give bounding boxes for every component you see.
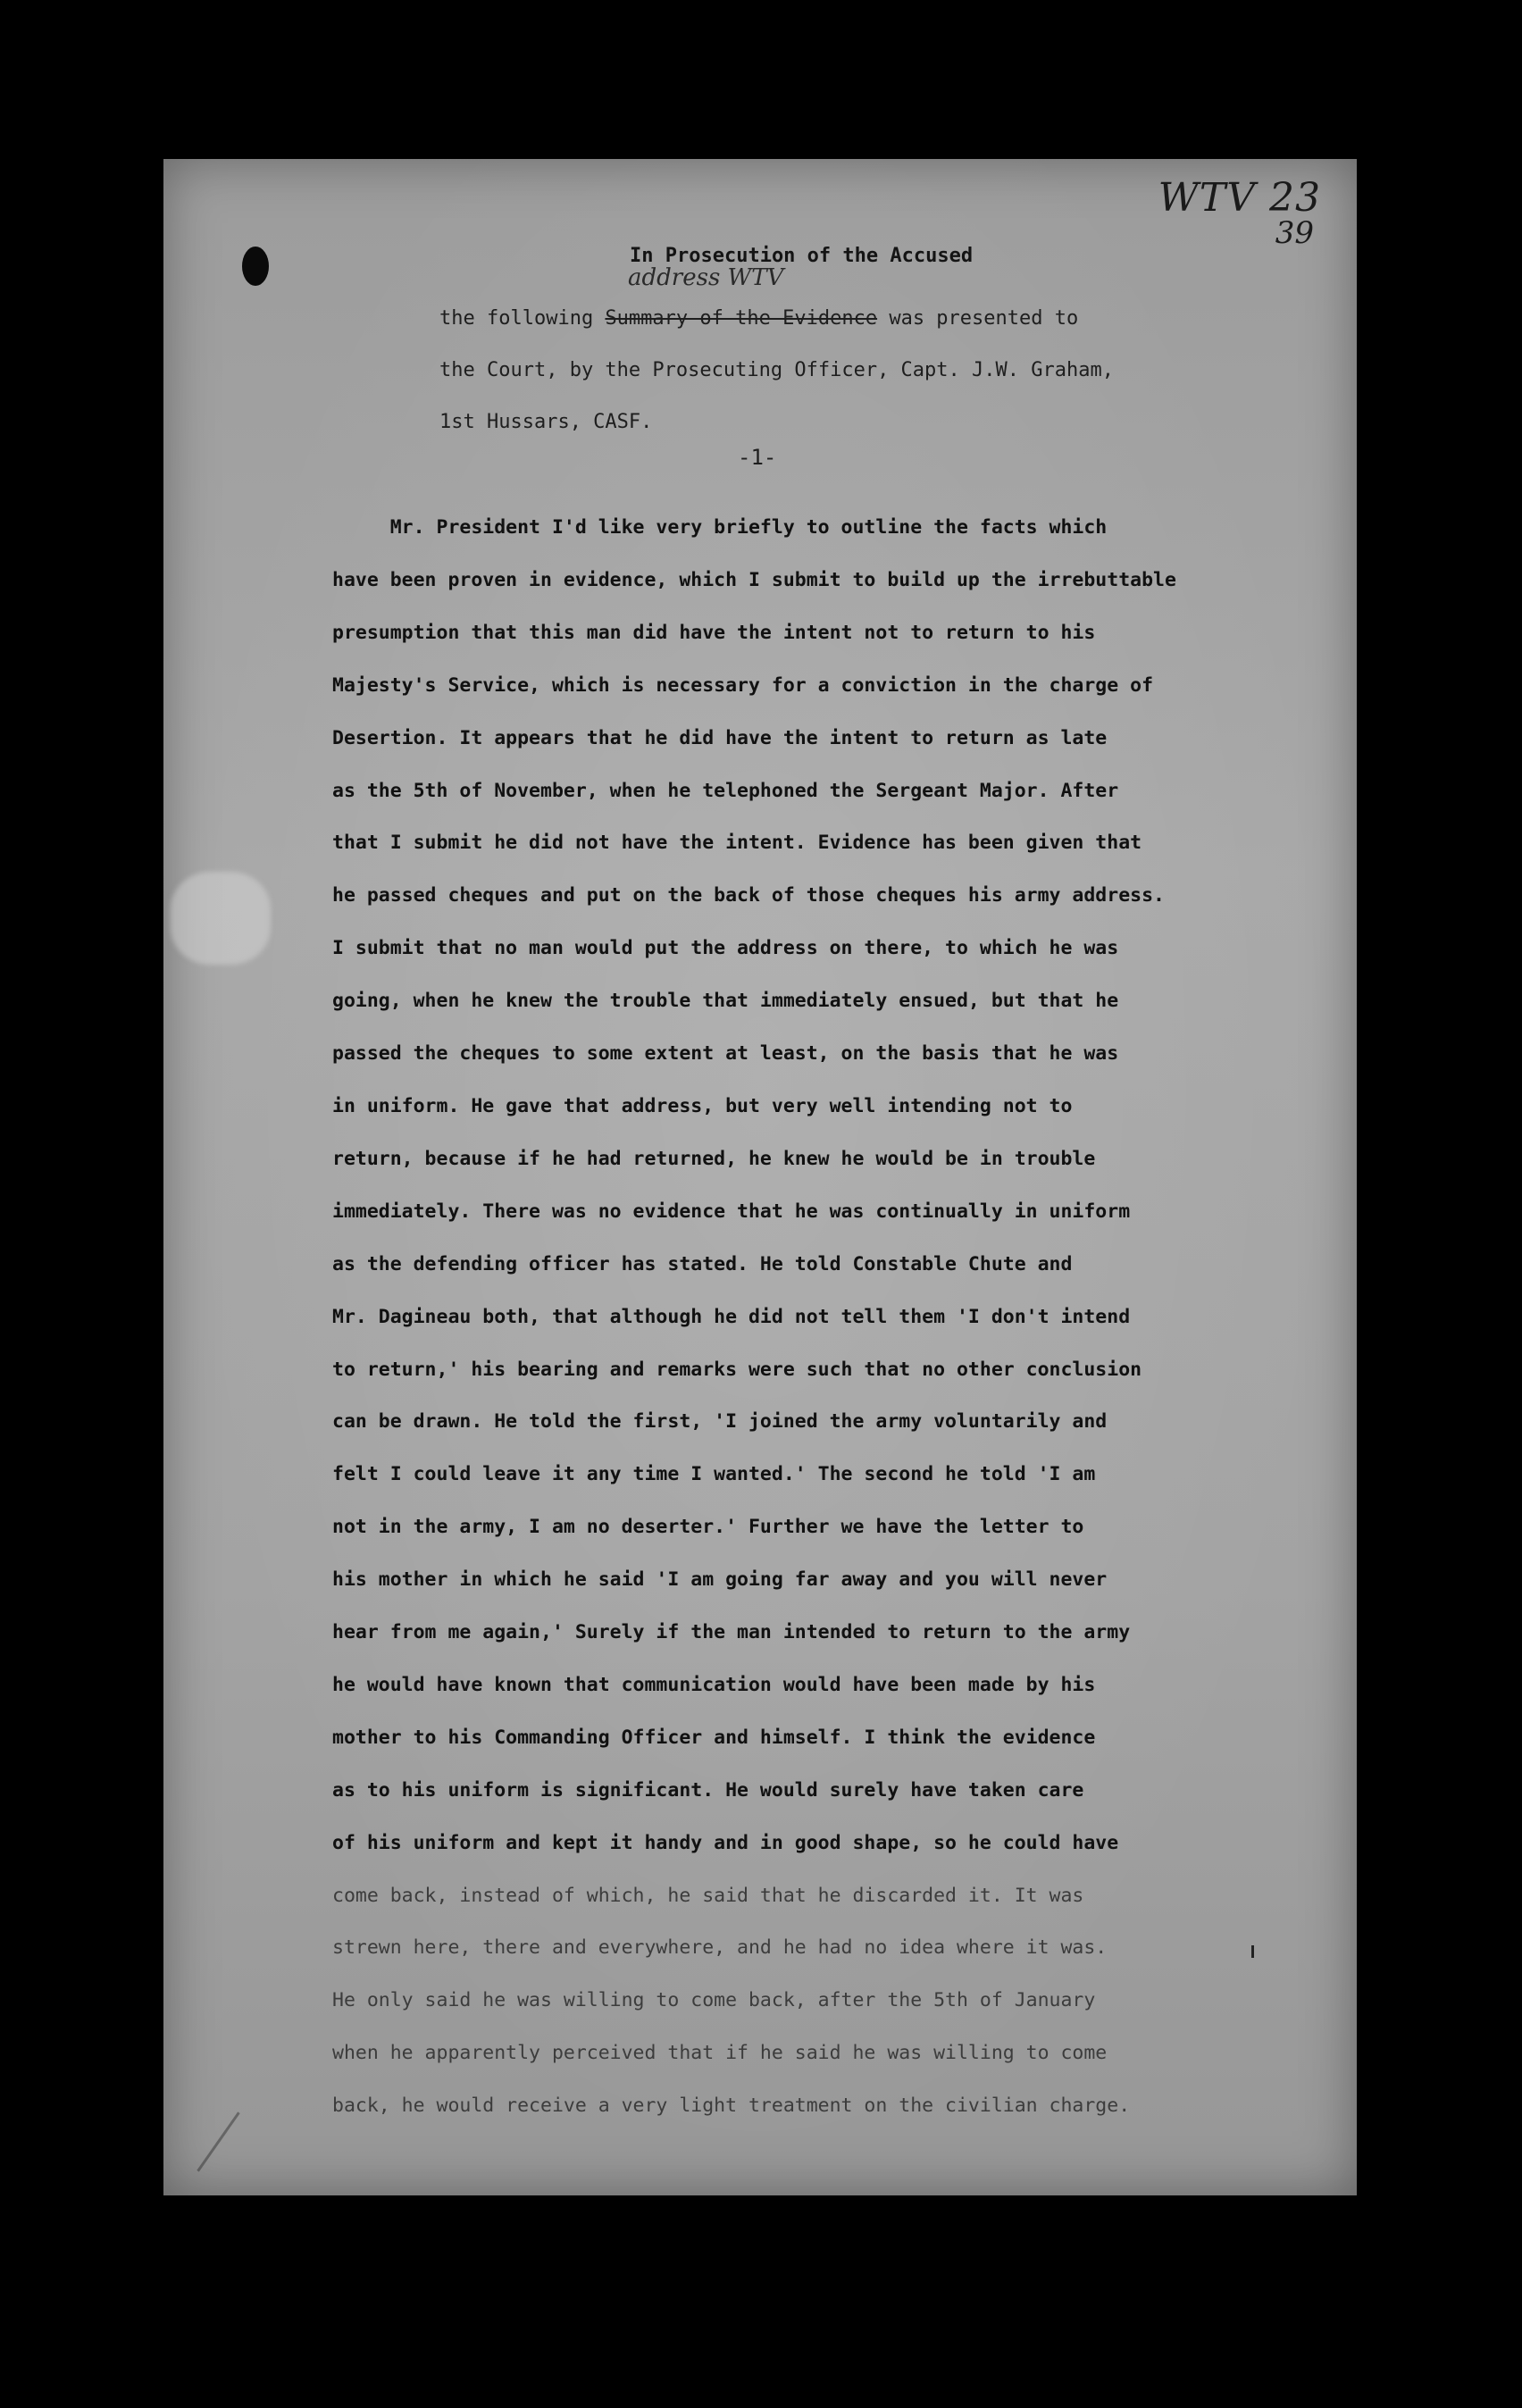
paper-scratch <box>197 2111 239 2171</box>
margin-mark <box>1251 1945 1254 1958</box>
body-line: Mr. Dagineau both, that although he did not tell them 'I don't intend <box>332 1305 1131 1328</box>
body-line: immediately. There was no evidence that he was continually in uniform <box>332 1200 1131 1223</box>
body-line: of his uniform and kept it handy and in good shape, so he could have <box>332 1831 1119 1854</box>
body-line: hear from me again,' Surely if the man intended to return to the army <box>332 1621 1131 1644</box>
archive-stamp <box>1158 175 1321 251</box>
document-heading: In Prosecution of the Accused <box>630 245 974 267</box>
archive-reference: WTV 23 <box>1158 175 1321 221</box>
intro-struck-text: Summary of the Evidence <box>605 307 878 330</box>
document-page <box>163 159 1357 2195</box>
intro-line-1-after: was presented to <box>877 307 1079 330</box>
punch-hole <box>242 247 269 286</box>
body-line: his mother in which he said 'I am going far away and you will never <box>332 1568 1108 1592</box>
body-line: come back, instead of which, he said that he discarded it. It was <box>332 1884 1084 1907</box>
body-line: felt I could leave it any time I wanted.' The second he told 'I am <box>332 1463 1096 1486</box>
intro-paragraph <box>439 293 1114 448</box>
body-line: he passed cheques and put on the back of those cheques his army address. <box>332 884 1165 907</box>
body-line: He only said he was willing to come back, after the 5th of January <box>332 1989 1096 2012</box>
intro-line-1-before: the following <box>439 307 606 330</box>
body-line: Mr. President I'd like very briefly to outline the facts which <box>332 516 1108 539</box>
body-line: presumption that this man did have the intent not to return to his <box>332 621 1096 644</box>
body-line: Desertion. It appears that he did have the intent to return as late <box>332 726 1108 749</box>
body-line: back, he would receive a very light treatment on the civilian charge. <box>332 2094 1131 2118</box>
intro-line-2: the Court, by the Prosecuting Officer, Capt. J.W. Graham, <box>439 359 1114 381</box>
intro-line-3: 1st Hussars, CASF. <box>439 411 653 433</box>
body-line: to return,' his bearing and remarks were such that no other conclusion <box>332 1358 1142 1381</box>
folio-number: 39 <box>1275 215 1314 251</box>
body-line: going, when he knew the trouble that immediately ensued, but that he <box>332 990 1119 1013</box>
body-line: that I submit he did not have the intent. Evidence has been given that <box>332 832 1142 855</box>
body-line: can be drawn. He told the first, 'I joined the army voluntarily and <box>332 1410 1108 1434</box>
body-paragraph <box>332 502 1333 2133</box>
body-line: have been proven in evidence, which I submit to build up the irrebuttable <box>332 568 1176 591</box>
body-line: return, because if he had returned, he knew he would be in trouble <box>332 1147 1096 1170</box>
body-line: as the 5th of November, when he telephoned the Sergeant Major. After <box>332 779 1119 802</box>
body-line: Majesty's Service, which is necessary for a conviction in the charge of <box>332 673 1154 697</box>
body-line: passed the cheques to some extent at least, on the basis that he was <box>332 1042 1119 1066</box>
body-line: I submit that no man would put the address on there, to which he was <box>332 937 1119 960</box>
page-number: -1- <box>738 445 777 470</box>
body-line: as the defending officer has stated. He told Constable Chute and <box>332 1252 1073 1275</box>
body-line: strewn here, there and everywhere, and he had no idea where it was. <box>332 1936 1108 1960</box>
body-line: he would have known that communication would have been made by his <box>332 1673 1096 1696</box>
body-line: when he apparently perceived that if he said he was willing to come <box>332 2042 1108 2065</box>
handwritten-insert: address WTV <box>628 264 784 291</box>
body-line: in uniform. He gave that address, but very well intending not to <box>332 1094 1073 1117</box>
body-line: mother to his Commanding Officer and himself. I think the evidence <box>332 1726 1096 1749</box>
body-line: not in the army, I am no deserter.' Further we have the letter to <box>332 1516 1084 1539</box>
body-line: as to his uniform is significant. He would surely have taken care <box>332 1778 1084 1802</box>
paper-smudge <box>171 872 271 965</box>
